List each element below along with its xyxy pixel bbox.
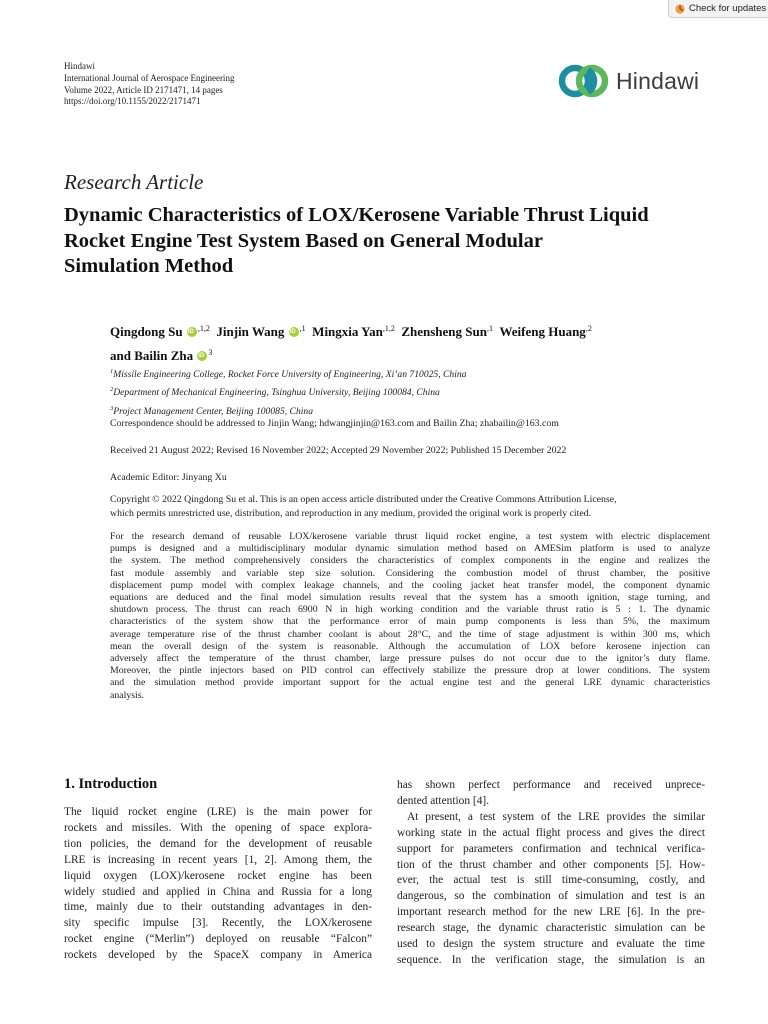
article-title (64, 203, 714, 280)
author-affiliation-marker: ,2 (585, 324, 592, 333)
body-line: dangerous, so the combination of simulation and test is an (397, 890, 705, 903)
abstract-line: equations are deduced and the final model simulation results reveal that the system has a smooth ignition, stage turning, and (110, 592, 710, 604)
body-line: sity specific impulse [3]. Recently, the LOX/kerosene (64, 917, 372, 930)
body-line: important research method for the new LRE [6]. In the pre- (397, 906, 705, 919)
body-line: support for parameters confirmation and technical verifica- (397, 842, 705, 855)
affiliation-number: 1 (110, 368, 114, 375)
hindawi-wordmark: Hindawi (616, 67, 700, 94)
body-line: The liquid rocket engine (LRE) is the main power for (64, 806, 372, 818)
abstract-line: mean the overall design of the system is reasonable. Although the accumulation of LOX before kerosene injection can (110, 640, 710, 652)
abstract-line: For the research demand of reusable LOX/kerosene variable thrust liquid rocket engine, a test system with electric displacement (110, 531, 710, 542)
abstract-line: characteristics of the system show that the performance error of main pump components is less than 5%, the maximum (110, 616, 710, 628)
copyright-notice (110, 493, 710, 521)
author-affiliation-marker: ,1 (486, 324, 493, 333)
copyright-line: which permits unrestricted use, distribution, and reproduction in any medium, provided the original work is properly cited. (110, 508, 592, 519)
affiliation-number: 2 (110, 386, 114, 394)
publication-dates: Received 21 August 2022; Revised 16 November 2022; Accepted 29 November 2022; Published 15 December 2022 (110, 445, 567, 456)
orcid-icon[interactable] (197, 351, 207, 361)
check-updates-icon (675, 4, 685, 14)
academic-editor: Academic Editor: Jinyang Xu (110, 472, 227, 483)
body-line: LRE is increasing in recent years [1, 2]. Among them, the (64, 853, 372, 866)
abstract (110, 531, 710, 702)
affiliation-text: Missile Engineering College, Rocket Force University of Engineering, Xi’an 710025, China (113, 369, 467, 380)
body-line: working state in the actual flight process and gives the direct (397, 826, 705, 839)
body-line: dented attention [4]. (397, 794, 490, 807)
body-line: tion policies, the demand for the development of reusable (64, 837, 372, 850)
body-line: tion of the thrust chamber and other components [5]. How- (397, 858, 705, 871)
author-affiliation-marker: ,1,2 (197, 324, 210, 333)
abstract-line: average temperature rise of the thrust chamber coolant is about 28°C, and the time of stage adjustment is within 300 ms, which (110, 628, 710, 640)
abstract-line: pumps is designed and a multidisciplinary modular dynamic simulation method based on AMESim platform is used to analyze (110, 543, 710, 555)
body-line: has shown perfect performance and received unprece- (397, 779, 705, 791)
author-name: Weifeng Huang (499, 324, 586, 339)
orcid-icon[interactable] (187, 327, 197, 337)
author-name: Zhensheng Sun (401, 324, 487, 339)
body-line: ever, the actual test is still time-consuming, costly, and (397, 874, 705, 887)
section-heading: 1. Introduction (64, 776, 158, 792)
author-name: Mingxia Yan (312, 324, 383, 339)
body-line: At present, a test system of the LRE provides the similar (407, 810, 705, 823)
check-for-updates-button[interactable] (668, 0, 768, 18)
author-name: Jinjin Wang (216, 324, 285, 339)
body-line: rocket engine (“Merlin”) deployed on reusable “Falcon” (64, 933, 372, 946)
affiliation-text: Department of Mechanical Engineering, Tsinghua University, Beijing 100084, China (113, 387, 440, 399)
abstract-line: the system. The method comprehensively considers the characteristics of complex components in the engine and realizes the (110, 555, 710, 567)
affiliation-item (110, 382, 466, 400)
body-column-left (64, 805, 372, 964)
abstract-line: shutdown process. The thrust can reach 6900 N in high working condition and the variable thrust ratio is 5 : 1. The dynamic (110, 604, 710, 616)
title-line: Simulation Method (64, 255, 234, 277)
author-name: Qingdong Su (110, 324, 183, 339)
author-list (110, 318, 710, 366)
body-line: research stage, the dynamic characteristic simulation can be (397, 922, 705, 935)
author-name: Bailin Zha (134, 348, 194, 363)
copyright-line: Copyright © 2022 Qingdong Su et al. This is an open access article distributed under the Creative Commons Attribution License, (110, 494, 617, 505)
author-connector: and (110, 348, 131, 363)
affiliation-item (110, 364, 466, 382)
correspondence: Correspondence should be addressed to Jinjin Wang; hdwangjinjin@163.com and Bailin Zha; zhabailin@163.com (110, 418, 559, 429)
body-line: used to design the system structure and evaluate the time (397, 938, 705, 951)
title-line: Dynamic Characteristics of LOX/Kerosene Variable Thrust Liquid (64, 204, 649, 226)
orcid-icon[interactable] (289, 327, 299, 337)
abstract-line: adversely affect the temperature of the thrust chamber, large pressure pulses do not occur due to the ignitor’s duty flame. (110, 653, 710, 665)
author-affiliation-marker: ,1,2 (382, 324, 395, 333)
body-line: rockets and missiles. With the opening of space explora- (64, 821, 372, 834)
article-type: Research Article (64, 170, 204, 194)
affiliation-item (110, 401, 466, 419)
doi-link[interactable]: https://doi.org/10.1155/2022/2171471 (64, 96, 201, 107)
body-line: liquid oxygen (LOX)/kerosene rocket engine has been (64, 869, 372, 882)
body-line: rockets developed by the SpaceX company in America (64, 949, 372, 962)
journal-name: International Journal of Aerospace Engineering (64, 72, 235, 83)
affiliations (110, 364, 466, 419)
body-line: sequence. In the verification stage, the simulation is an (397, 953, 705, 966)
title-line: Rocket Engine Test System Based on General Modular (64, 229, 543, 252)
abstract-line: and the simulation method provide important support for the actual engine test and the general LRE dynamic characteristics (110, 677, 710, 689)
body-line: time, mainly due to their outstanding advantages in den- (64, 901, 372, 914)
abstract-line: analysis. (110, 689, 145, 701)
affiliation-text: Project Management Center, Beijing 100085, China (113, 405, 313, 417)
volume-info: Volume 2022, Article ID 2171471, 14 pages (64, 84, 223, 95)
author-affiliation-marker: ,1 (299, 324, 306, 333)
body-line: widely studied and applied in China and Russia for a long (64, 885, 372, 898)
hindawi-logo-icon (558, 64, 610, 98)
publisher-name: Hindawi (64, 61, 95, 71)
author-affiliation-marker: 3 (208, 348, 213, 357)
abstract-line: Moreover, the pintle injectors based on PID control can effectively stabilize the pressure drop at lower conditions. The system (110, 665, 710, 677)
journal-header (64, 61, 234, 108)
check-for-updates-label: Check for updates (689, 3, 767, 14)
body-column-right (397, 778, 705, 969)
abstract-line: displacement pump model with complex leakage channels, and the cooling jacket heat transfer model, the component dynamic (110, 579, 710, 591)
hindawi-logo (558, 64, 708, 98)
abstract-line: fast module assembly and variable step size solution. Considering the combustion model of thrust chamber, the positive (110, 567, 710, 579)
affiliation-number: 3 (110, 404, 114, 412)
